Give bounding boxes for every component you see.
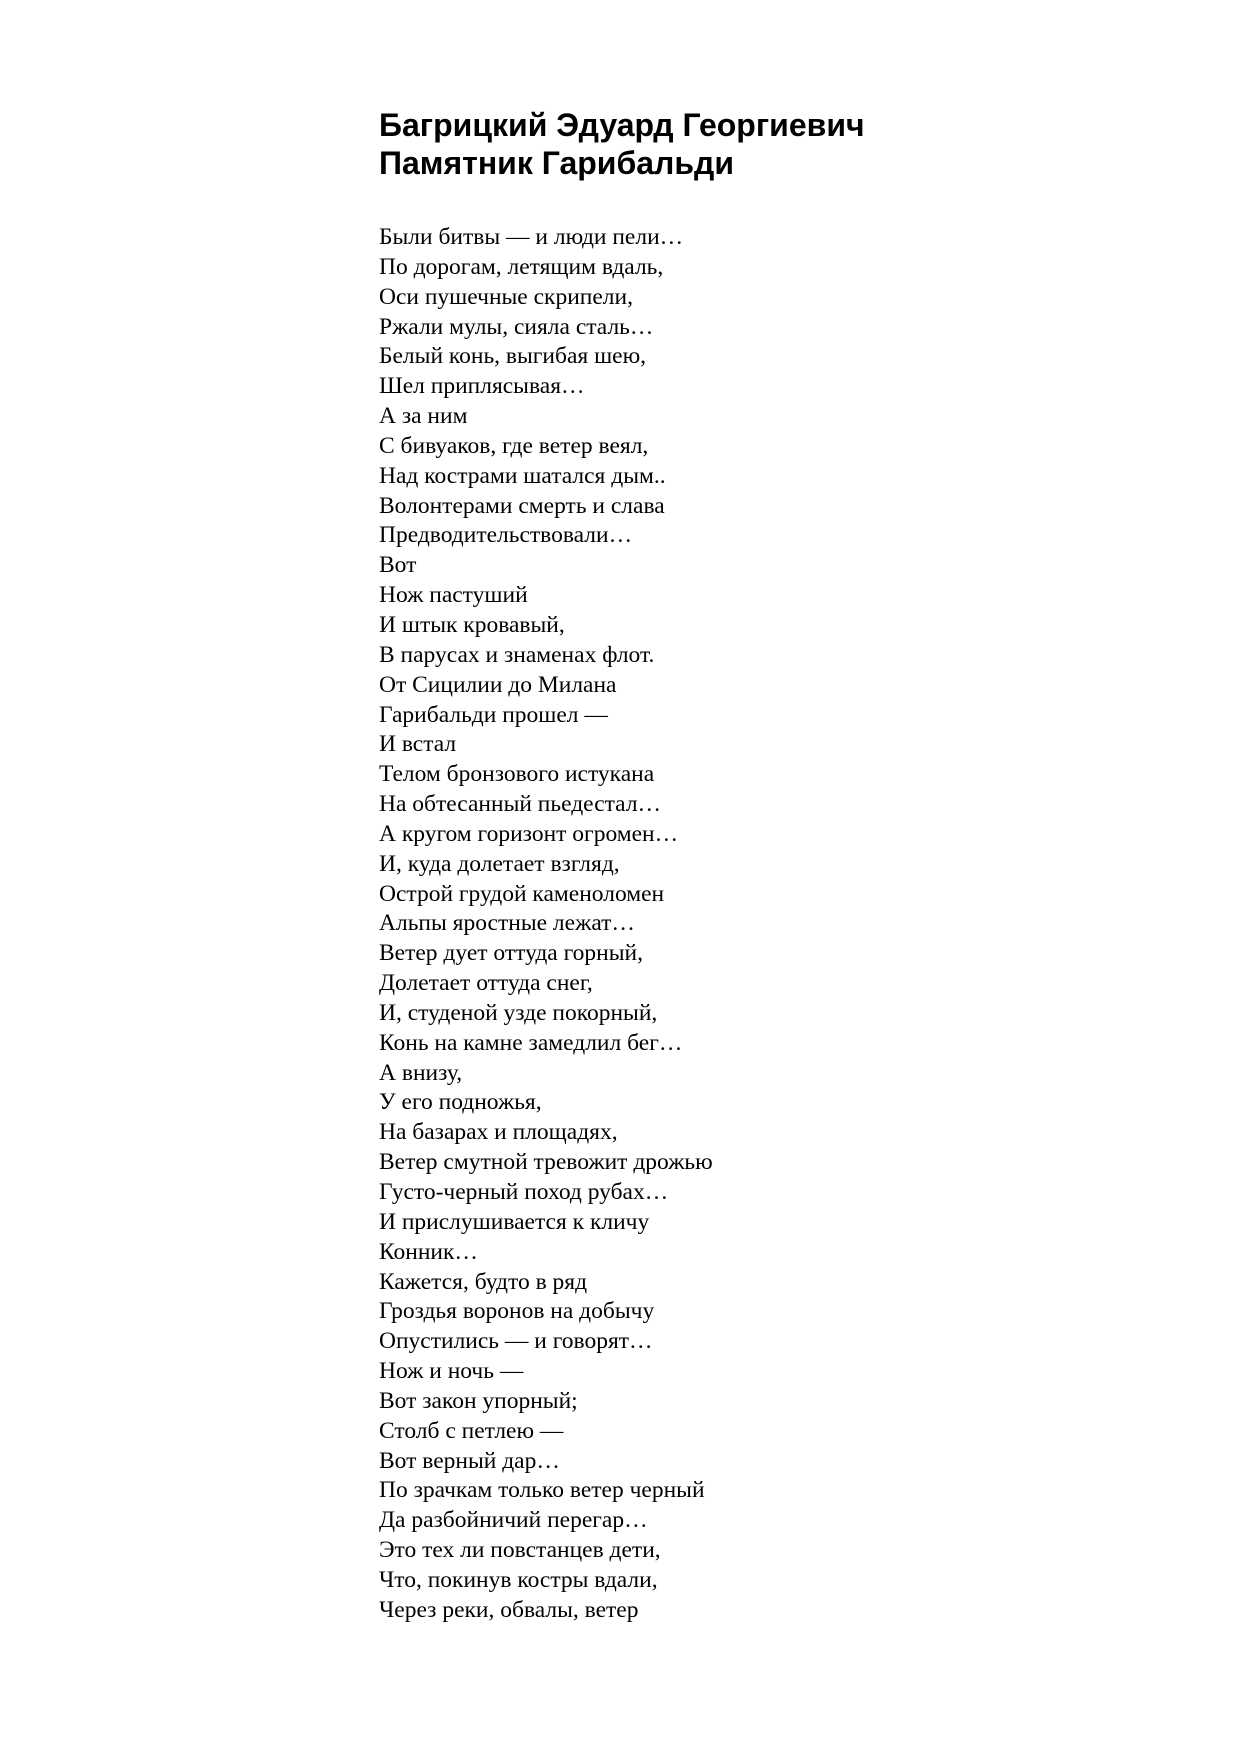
poem-line: На базарах и площадях, <box>379 1119 618 1146</box>
poem-line: Альпы яростные лежат… <box>379 910 635 937</box>
poem-line: Вот закон упорный; <box>379 1387 578 1414</box>
poem-line: Гарибальди прошел — <box>379 701 608 728</box>
poem-line: Да разбойничий перегар… <box>379 1507 648 1534</box>
poem-line: Долетает оттуда снег, <box>379 970 593 997</box>
poem-line: В парусах и знаменах флот. <box>379 641 655 668</box>
poem-line: На обтесанный пьедестал… <box>379 791 662 818</box>
poem-line: Столб с петлею — <box>379 1417 564 1444</box>
poem-line: И, студеной узде покорный, <box>379 999 658 1026</box>
poem-line: Густо-черный поход рубах… <box>379 1179 669 1205</box>
poem-line: У его подножья, <box>379 1089 542 1116</box>
poem-title: Памятник Гарибальди <box>379 145 734 181</box>
poem-line: Оси пушечные скрипели, <box>379 283 633 310</box>
poem-line: Что, покинув костры вдали, <box>379 1566 658 1593</box>
poem-line: По зрачкам только ветер черный <box>379 1477 705 1504</box>
poem-line: С бивуаков, где ветер веял, <box>379 432 649 459</box>
poem-line: Нож и ночь — <box>379 1358 524 1385</box>
poem-line: Вот верный дар… <box>379 1447 560 1474</box>
poem-line: Это тех ли повстанцев дети, <box>379 1537 661 1564</box>
poem-line: Белый конь, выгибая шею, <box>379 343 647 370</box>
author-name: Багрицкий Эдуард Георгиевич <box>379 107 865 143</box>
poem-line: Шел приплясывая… <box>379 373 585 400</box>
poem-line: А за ним <box>379 403 468 430</box>
poem-line: Кажется, будто в ряд <box>379 1268 588 1295</box>
poem-line: Ветер смутной тревожит дрожью <box>379 1149 713 1176</box>
poem-line: Ветер дует оттуда горный, <box>379 940 643 967</box>
poem-line: Над кострами шатался дым.. <box>379 462 666 489</box>
poem-line: Конник… <box>379 1238 478 1265</box>
poem-line: Телом бронзового истукана <box>379 761 655 788</box>
poem-line: Гроздья воронов на добычу <box>379 1298 655 1325</box>
document-header <box>379 106 1199 182</box>
poem-line: Нож пастуший <box>379 582 528 609</box>
poem-line: Вот <box>379 552 417 579</box>
poem-line: Конь на камне замедлил бег… <box>379 1029 683 1056</box>
poem-line: Волонтерами смерть и слава <box>379 492 665 519</box>
poem-line: Острой грудой каменоломен <box>379 880 665 907</box>
poem-line: Ржали мулы, сияла сталь… <box>379 313 654 340</box>
poem-line: И встал <box>379 731 457 758</box>
poem-line: По дорогам, летящим вдаль, <box>379 253 664 280</box>
poem-line: И прислушивается к кличу <box>379 1208 650 1235</box>
poem-line: Через реки, обвалы, ветер <box>379 1596 639 1623</box>
poem-line: Предводительствовали… <box>379 522 633 549</box>
poem-body <box>379 223 1199 1626</box>
poem-line: От Сицилии до Милана <box>379 671 617 698</box>
poem-line: А кругом горизонт огромен… <box>379 820 679 847</box>
poem-line: Были битвы — и люди пели… <box>379 224 684 250</box>
poem-line: А внизу, <box>379 1059 463 1086</box>
poem-line: Опустились — и говорят… <box>379 1328 653 1355</box>
poem-line: И штык кровавый, <box>379 611 565 638</box>
poem-line: И, куда долетает взгляд, <box>379 850 620 877</box>
